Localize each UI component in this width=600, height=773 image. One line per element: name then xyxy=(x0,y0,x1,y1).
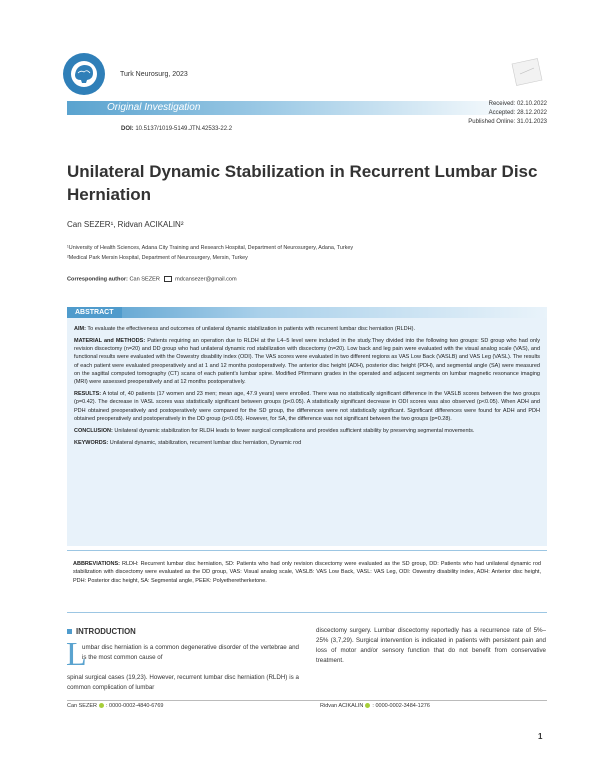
affiliation-2: ²Medical Park Mersin Hospital, Department of Neurosurgery, Mersin, Turkey xyxy=(67,255,248,261)
journal-logo xyxy=(62,52,106,96)
corresponding-name: Can SEZER xyxy=(129,276,160,283)
divider xyxy=(67,550,547,551)
divider xyxy=(67,612,547,613)
affiliations xyxy=(67,243,353,263)
received-date: Received: 02.10.2022 xyxy=(488,101,547,107)
affiliation-1: ¹University of Health Sciences, Adana City Training and Research Hospital, Department of Neurosurgery, Adana, Turkey xyxy=(67,245,354,251)
corresponding-email[interactable]: mdcansezer@gmail.com xyxy=(175,276,237,283)
page-number: 1 xyxy=(538,732,543,741)
abstract-methods: MATERIAL and METHODS: Patients requiring an operation due to RLDH at the L4–5 level were included in the study.They divided into the following two groups: SD group who had only revision discectomy (n=20) and DD group who had unilateral dynamic rod stabilization with discectomy (n=20). Low back and leg pain were evaluated with the visual analog scale (VAS), and functional results were evaluated with the Oswestry disability index (ODI). The VAS scores were evaluated in two different regions as VAS Low Back (VASLB) and VAS Leg (VASL). The results of each patient were evaluated preoperatively and at 1 and 12 months postoperatively. The anterior disc height (ADH), posterior disc height (PDH), and segmental angle (SA) were measured on the sagittal computed tomography (CT) scans of each patient’s lumbar spine. Modified Pfirrmann grades in the operated and adjacent segments on lumbar magnetic resonance imaging (MRI) were assessed preoperatively and at 12 months postoperatively. xyxy=(74,337,540,386)
orcid-icon xyxy=(365,703,370,708)
doi-line xyxy=(121,126,232,132)
drop-cap: L xyxy=(66,636,87,673)
dates-block xyxy=(468,100,547,127)
author-list: Can SEZER¹, Ridvan ACIKALIN² xyxy=(67,220,184,229)
abstract-keywords: KEYWORDS: Unilateral dynamic, stabilization, recurrent lumbar disc herniation, Dynamic rod xyxy=(74,439,302,446)
introduction-heading: INTRODUCTION xyxy=(67,627,136,636)
doi-label: DOI: xyxy=(121,126,134,132)
doi-link[interactable]: 10.5137/1019-5149.JTN.42533-22.2 xyxy=(135,126,233,132)
abstract-body xyxy=(74,325,540,450)
intro-column-1-bottom: spinal surgical cases (19,23). However, recurrent lumbar disc herniation (RLDH) is a common complication of lumbar xyxy=(67,674,299,691)
abstract-conclusion: CONCLUSION: Unilateral dynamic stabilization for RLDH leads to fewer surgical complications and provides sufficient stability by preserving segmental movements. xyxy=(74,427,475,434)
orcid-icon xyxy=(99,703,104,708)
orcid-author-2: Ridvan ACIKALIN : 0000-0002-3484-1276 xyxy=(320,703,430,709)
intro-column-1-top: umbar disc herniation is a common degenerative disorder of the vertebrae and is the most common cause of xyxy=(82,644,299,661)
orcid-id-2[interactable]: : 0000-0002-3484-1276 xyxy=(372,703,430,709)
intro-column-2: discectomy surgery. Lumbar discectomy reportedly has a recurrence rate of 5%–25% (3,7,29). Surgical intervention is indicated in patients with persistent pain and loss of motor and/or sensory function that do not benefit from conservative treatment. xyxy=(316,627,546,664)
orcid-author-1: Can SEZER : 0000-0002-4840-6769 xyxy=(67,703,164,709)
abstract-heading: ABSTRACT xyxy=(67,307,122,318)
accepted-date: Accepted: 28.12.2022 xyxy=(488,110,547,116)
abstract-bar xyxy=(67,307,547,318)
article-title: Unilateral Dynamic Stabilization in Recurrent Lumbar Disc Herniation xyxy=(67,162,538,204)
abstract-results: RESULTS: A total of, 40 patients (17 women and 23 men; mean age, 47.9 years) were enrolled. There was no statistically significant difference in the VASLB scores between the two groups (p=0.42). The decrease in VASL scores was statistically significant between groups (p<0.05). A statistically significant decrease in ODI scores was also observed (p<0.05). When ADH and PDH obtained preoperatively and postoperatively were compared for the SD group, the differences were not statistically significant. Significant differences were found for ADH and PDH obtained preoperatively and postoperatively in the DD group (p<0.05). However, for SA, the difference was not significant between the two groups (p=0.28). xyxy=(74,391,540,422)
section-marker-icon xyxy=(67,629,72,634)
abstract-aim: AIM: To evaluate the effectiveness and outcomes of unilateral dynamic stabilization in patients with recurrent lumbar disc herniation (RLDH). xyxy=(74,326,415,332)
orcid-id-1[interactable]: : 0000-0002-4840-6769 xyxy=(105,703,164,709)
published-date: Published Online: 31.01.2023 xyxy=(468,119,547,125)
corresponding-label: Corresponding author: xyxy=(67,276,128,283)
article-type: Original Investigation xyxy=(107,102,201,113)
abbreviations: ABBREVIATIONS: RLDH: Recurrent lumbar disc herniation, SD: Patients who had only revision discectomy were evaluated as the SD group, DD: Patients who had unilateral dynamic rod stabilization with discectomy were evaluated as the DD group, VAS: Visual analog scale, VASLB: VAS Low Back, VASL: VAS Leg, ODI: Oswestry disability index, ADH: Anterior disc height, PDH: Posterior disc height, SA: Segmental angle, PEEK: Polyetheretherketone. xyxy=(73,561,541,584)
journal-citation: Turk Neurosurg, 2023 xyxy=(120,71,188,78)
mail-icon xyxy=(164,276,172,282)
open-access-stamp-icon xyxy=(510,58,544,86)
footer-divider xyxy=(67,700,547,701)
corresponding-author xyxy=(67,276,237,282)
